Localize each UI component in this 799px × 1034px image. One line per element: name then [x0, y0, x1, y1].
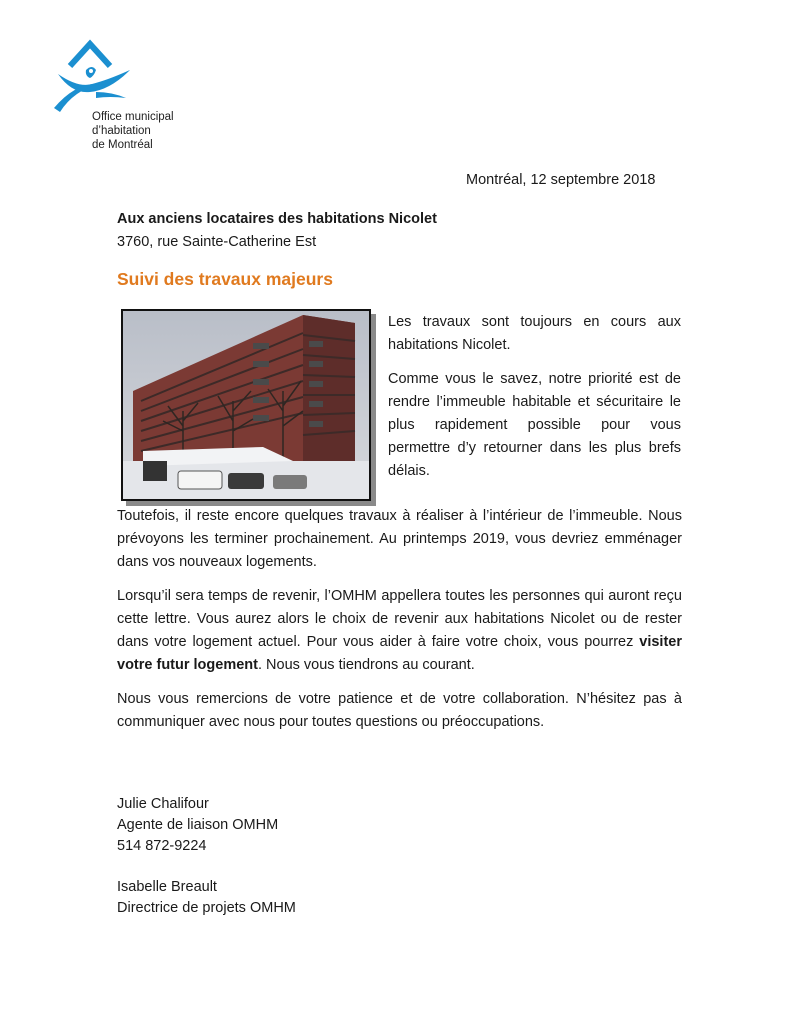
paragraph-2-start: Lorsqu’il sera temps de revenir, l’OMHM appellera toutes les personnes qui auront reçu cette lettre. Vous aurez alors le choix de revenir aux habitations Nicolet ou de rester dans votre logement actuel. Pour vous aider à faire votre choix, vous pourrez [117, 588, 682, 650]
letter-heading: Suivi des travaux majeurs [117, 269, 333, 289]
logo-line-1: Office municipal [92, 111, 174, 123]
omhm-logo-icon [52, 36, 192, 116]
side-paragraph-1: Les travaux sont toujours en cours aux habitations Nicolet. [388, 314, 681, 353]
paragraph-3: Nous vous remercions de votre patience et de votre collaboration. N’hésitez pas à communiquer avec nous pour toutes questions ou préoccupations. [117, 691, 682, 730]
paragraph-2 [117, 585, 682, 677]
logo-line-2: d’habitation [92, 125, 151, 137]
signature-1-name: Julie Chalifour [117, 796, 209, 812]
building-photo [121, 309, 371, 501]
side-text-block [388, 311, 681, 494]
signature-1-title: Agente de liaison OMHM [117, 817, 279, 833]
recipient-name: Aux anciens locataires des habitations Nicolet [117, 211, 437, 227]
signature-2-name: Isabelle Breault [117, 879, 217, 895]
recipient-block [117, 208, 437, 254]
omhm-logo [52, 36, 192, 158]
logo-line-3: de Montréal [92, 139, 153, 151]
signature-1-phone: 514 872-9224 [117, 838, 207, 854]
paragraph-1: Toutefois, il reste encore quelques travaux à réaliser à l’intérieur de l’immeuble. Nous prévoyons les terminer prochainement. Au printemps 2019, vous devriez emménager dans vos nouveaux logements. [117, 508, 682, 570]
building-photo-image [123, 311, 369, 499]
signature-2 [117, 877, 296, 919]
paragraph-2-bold: visiter votre futur logement [117, 634, 682, 673]
main-text-block [117, 505, 682, 745]
signature-1 [117, 794, 278, 857]
signature-2-title: Directrice de projets OMHM [117, 900, 296, 916]
recipient-address: 3760, rue Sainte-Catherine Est [117, 234, 317, 250]
paragraph-2-end: . Nous vous tiendrons au courant. [257, 657, 475, 673]
letter-date: Montréal, 12 septembre 2018 [466, 172, 656, 188]
side-paragraph-2: Comme vous le savez, notre priorité est de rendre l’immeuble habitable et sécuritaire le plus rapidement possible pour vous permettre d’y retourner dans les plus brefs délais. [388, 371, 681, 479]
